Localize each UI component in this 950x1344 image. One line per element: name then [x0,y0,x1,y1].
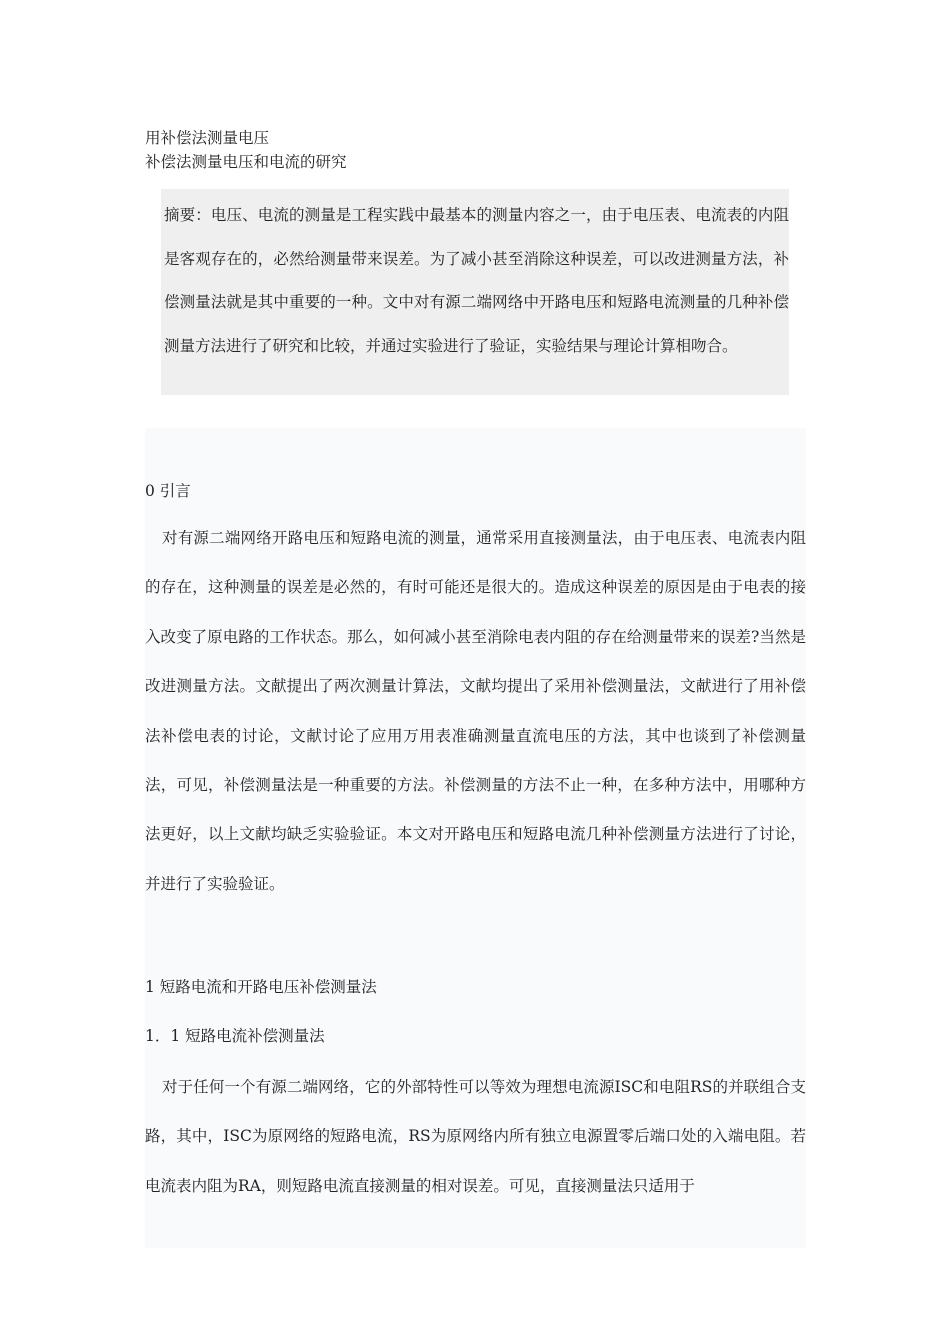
abstract-block: 摘要：电压、电流的测量是工程实践中最基本的测量内容之一，由于电压表、电流表的内阻是客观存在的，必然给测量带来误差。为了减小甚至消除这种误差，可以改进测量方法，补偿测量法就是其中重要的一种。文中对有源二端网络中开路电压和短路电流测量的几种补偿测量方法进行了研究和比较，并通过实验进行了验证，实验结果与理论计算相吻合。 [161,189,789,395]
introduction-paragraph: 对有源二端网络开路电压和短路电流的测量，通常采用直接测量法，由于电压表、电流表内阻的存在，这种测量的误差是必然的，有时可能还是很大的。造成这种误差的原因是由于电表的接入改变了原电路的工作状态。那么，如何减小甚至消除电表内阻的存在给测量带来的误差?当然是改进测量方法。文献提出了两次测量计算法，文献均提出了采用补偿测量法，文献进行了用补偿法补偿电表的讨论，文献讨论了应用万用表准确测量直流电压的方法，其中也谈到了补偿测量法，可见，补偿测量法是一种重要的方法。补偿测量的方法不止一种，在多种方法中，用哪种方法更好，以上文献均缺乏实验验证。本文对开路电压和短路电流几种补偿测量方法进行了讨论，并进行了实验验证。 [145,529,806,893]
subsection-heading-short-circuit-current: 1．1 短路电流补偿测量法 [145,1027,325,1045]
document-title: 用补偿法测量电压 [145,129,270,147]
section-heading-compensation-methods: 1 短路电流和开路电压补偿测量法 [145,978,377,996]
section-heading-introduction: 0 引言 [145,482,191,500]
document-subtitle: 补偿法测量电压和电流的研究 [145,153,347,171]
article-body [145,428,806,1248]
short-circuit-current-paragraph: 对于任何一个有源二端网络，它的外部特性可以等效为理想电流源ISC和电阻RS的并联组合支路，其中，ISC为原网络的短路电流，RS为原网络内所有独立电源置零后端口处的入端电阻。若电流表内阻为RA，则短路电流直接测量的相对误差。可见，直接测量法只适用于 [145,1078,806,1195]
